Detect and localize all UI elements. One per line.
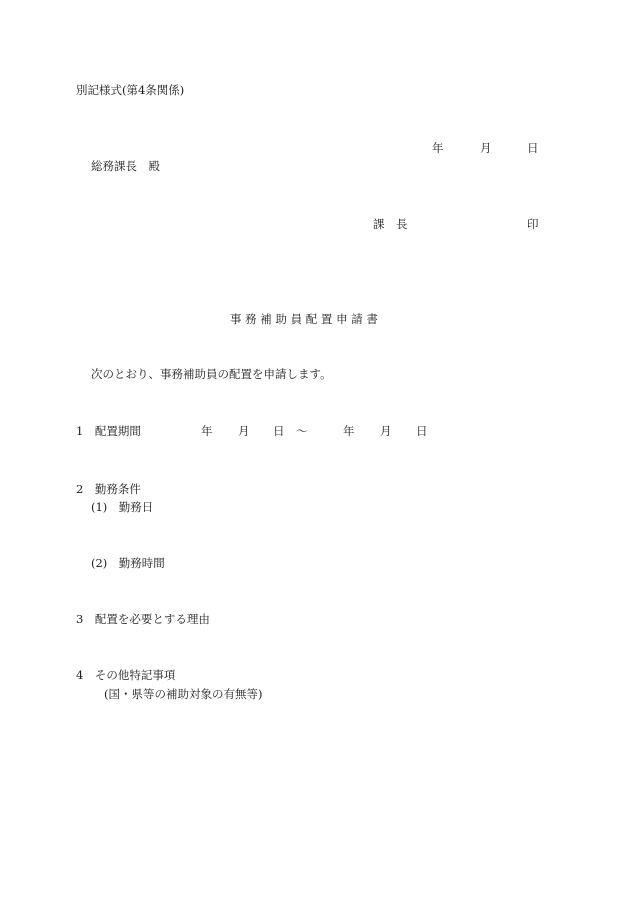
work-hours-label: (2) 勤務時間 [91, 556, 165, 570]
period-end-day: 日 [416, 424, 428, 438]
form-header: 別記様式(第4条関係) [76, 83, 185, 97]
section-other-label: 4 その他特記事項 [76, 668, 176, 682]
applicant-title: 課 長 [373, 217, 408, 231]
period-start-year: 年 [201, 424, 213, 438]
date-day-label: 日 [527, 141, 539, 155]
addressee: 総務課長 殿 [91, 159, 160, 173]
intro-text: 次のとおり、事務補助員の配置を申請します。 [91, 367, 332, 381]
period-separator: 〜 [296, 424, 308, 438]
seal-mark: 印 [527, 217, 539, 231]
period-end-year: 年 [343, 424, 355, 438]
document-title: 事 務 補 助 員 配 置 申 請 書 [230, 312, 378, 326]
period-end-month: 月 [380, 424, 392, 438]
period-start-day: 日 [273, 424, 285, 438]
section-other-note: (国・県等の補助対象の有無等) [104, 687, 263, 701]
section-conditions-label: 2 勤務条件 [76, 482, 141, 496]
work-days-label: (1) 勤務日 [91, 500, 154, 514]
section-reason-label: 3 配置を必要とする理由 [76, 612, 210, 626]
section-period-label: 1 配置期間 [76, 424, 141, 438]
date-month-label: 月 [480, 141, 492, 155]
period-start-month: 月 [238, 424, 250, 438]
date-year-label: 年 [432, 141, 444, 155]
